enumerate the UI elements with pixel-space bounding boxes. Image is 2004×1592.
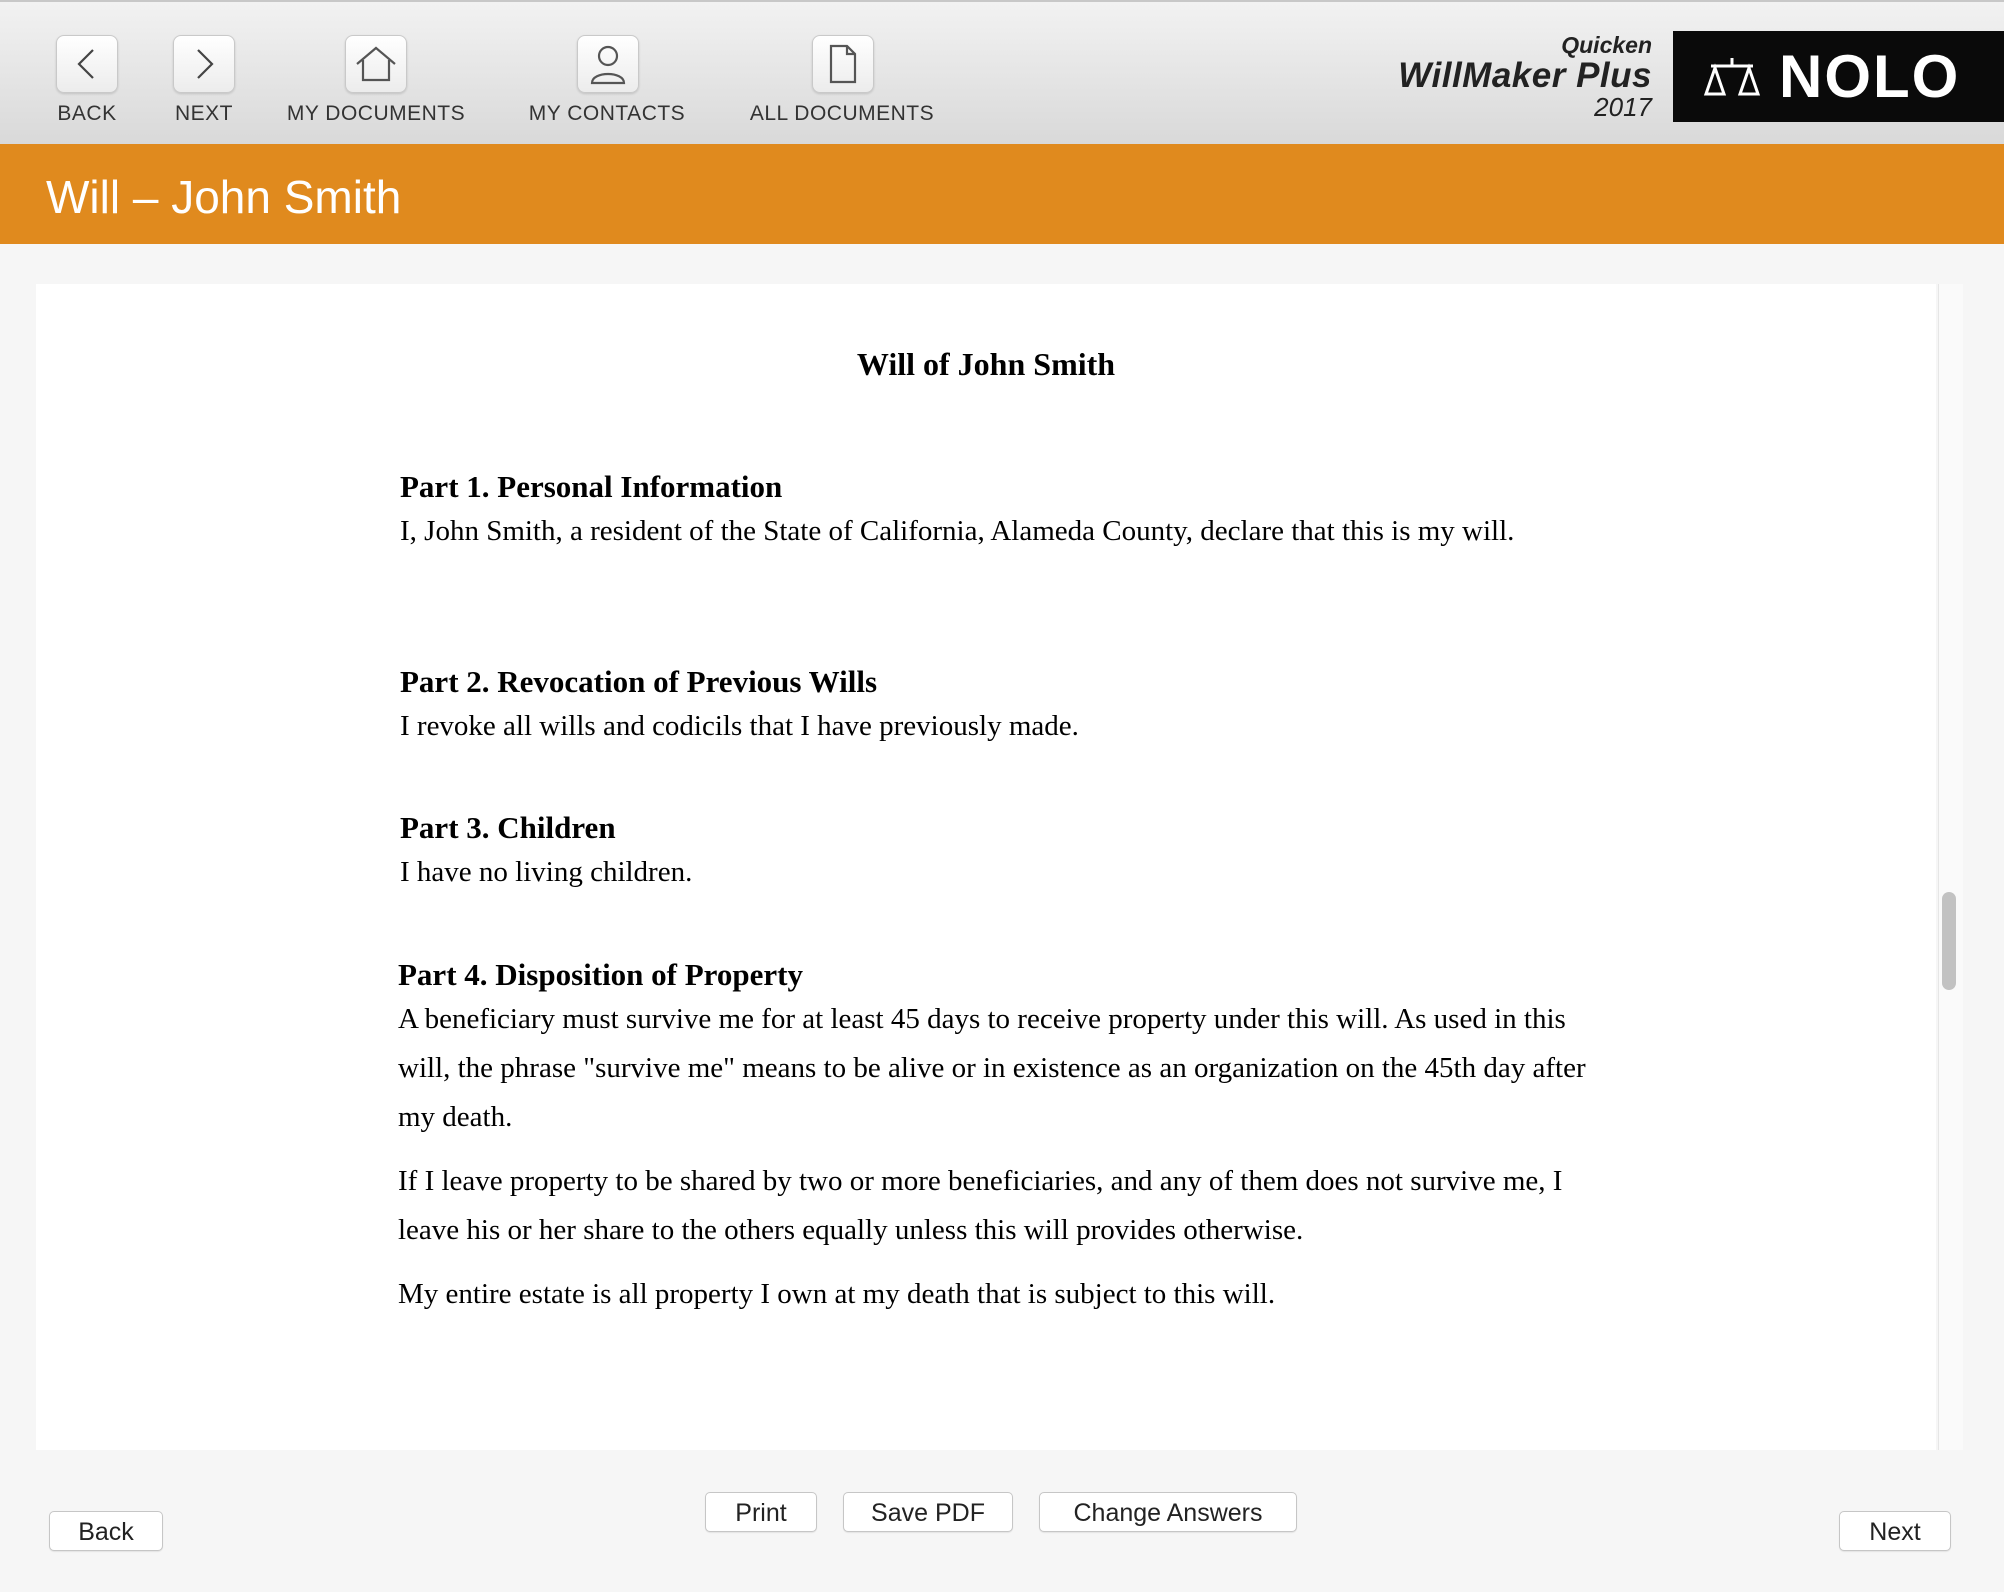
scales-icon [1703, 54, 1761, 100]
brand-line-quicken: Quicken [1561, 32, 1652, 58]
toolbar-my-documents-label[interactable]: MY DOCUMENTS [286, 102, 466, 125]
change-answers-button[interactable]: Change Answers [1039, 1492, 1297, 1532]
next-button[interactable]: Next [1839, 1511, 1951, 1551]
nolo-logo [1673, 31, 2004, 122]
title-bar [0, 144, 2004, 244]
person-icon[interactable] [577, 35, 639, 93]
toolbar-all-documents-label[interactable]: ALL DOCUMENTS [749, 102, 935, 125]
part-3 [400, 808, 1600, 897]
document-icon[interactable] [812, 35, 874, 93]
part-heading: Part 1. Personal Information [400, 469, 783, 504]
brand-line-willmaker: WillMaker Plus [1398, 56, 1652, 95]
scrollbar-track[interactable] [1938, 284, 1963, 1450]
product-brand [1398, 32, 1652, 120]
paragraph: I have no living children. [400, 856, 693, 888]
paragraph: A beneficiary must survive me for at least 45 days to receive property under this will. As used in this will, the phrase "survive me" means to be alive or in existence as an organization on the 45th day after my death. [398, 1003, 1586, 1133]
chevron-right-icon[interactable] [173, 35, 235, 93]
toolbar-back-label[interactable]: BACK [57, 102, 117, 125]
toolbar-my-contacts-label[interactable]: MY CONTACTS [528, 102, 686, 125]
chevron-left-icon[interactable] [56, 35, 118, 93]
paragraph: I, John Smith, a resident of the State of California, Alameda County, declare that this is my will. [400, 515, 1515, 547]
back-button[interactable]: Back [49, 1511, 163, 1551]
part-heading: Part 3. Children [400, 810, 616, 845]
paragraph: I revoke all wills and codicils that I have previously made. [400, 710, 1079, 742]
brand-line-year: 2017 [1594, 92, 1652, 122]
part-heading: Part 4. Disposition of Property [398, 957, 803, 992]
home-icon[interactable] [345, 35, 407, 93]
toolbar-next-label[interactable]: NEXT [174, 102, 234, 125]
document-preview [36, 284, 1936, 1450]
paragraph: If I leave property to be shared by two or more beneficiaries, and any of them does not survive me, I leave his or her share to the others equally unless this will provides otherwise. [398, 1165, 1563, 1246]
paragraph: My entire estate is all property I own at my death that is subject to this will. [398, 1278, 1276, 1310]
toolbar [0, 0, 2004, 144]
page-title: Will – John Smith [46, 171, 402, 223]
document-title: Will of John Smith [856, 346, 1116, 382]
scrollbar-thumb[interactable] [1942, 892, 1956, 990]
nolo-logo-text: NOLO [1779, 43, 1961, 110]
save-pdf-button[interactable]: Save PDF [843, 1492, 1013, 1532]
print-button[interactable]: Print [705, 1492, 817, 1532]
part-heading: Part 2. Revocation of Previous Wills [400, 664, 878, 699]
part-4 [398, 955, 1598, 1319]
part-2 [400, 662, 1600, 751]
part-1 [400, 467, 1600, 556]
